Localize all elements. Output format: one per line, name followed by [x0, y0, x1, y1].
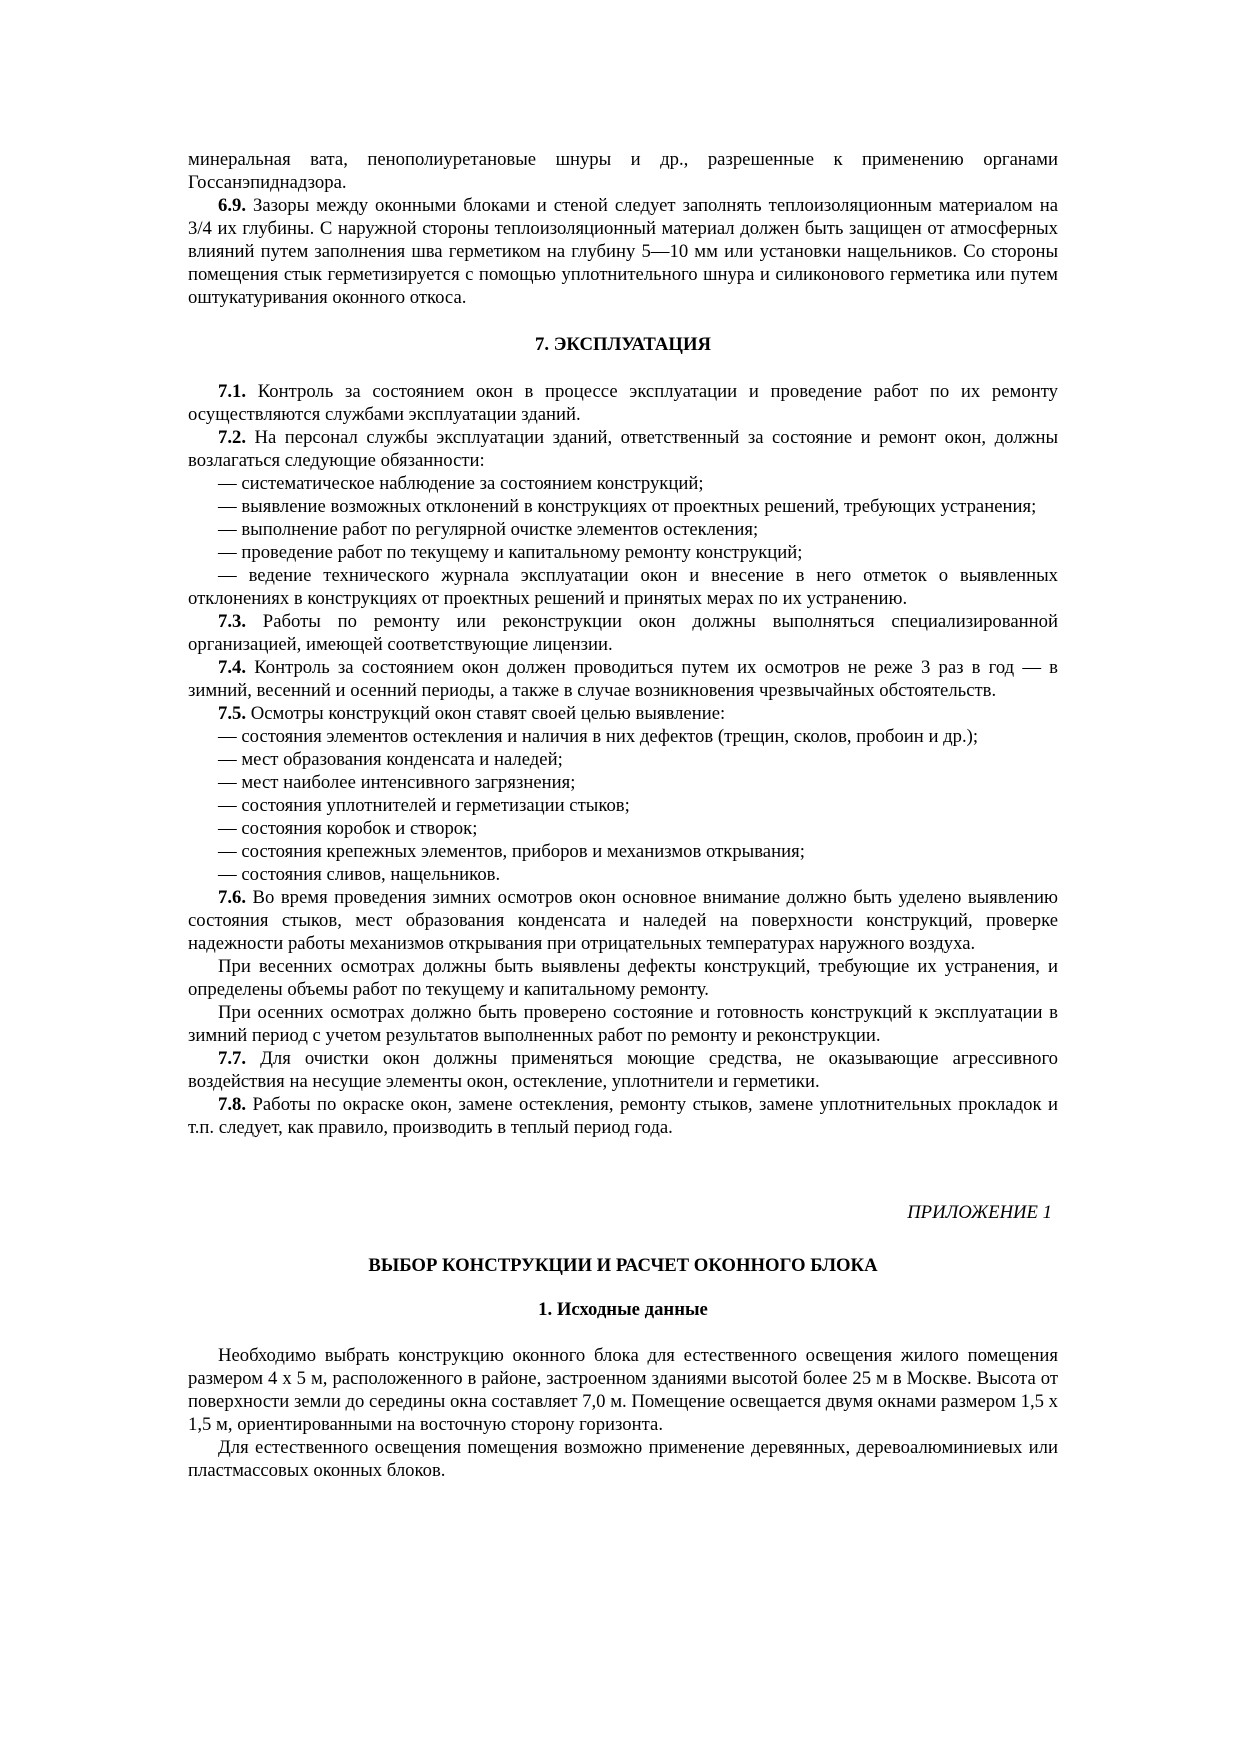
list-item-duty: — систематическое наблюдение за состоянием конструкций; [218, 473, 704, 494]
clause-number: 6.9. [218, 195, 247, 216]
clause-number: 7.5. [218, 703, 247, 724]
paragraph-autumn-inspection: При осенних осмотрах должно быть проверено состояние и готовность конструкций к эксплуатации в зимний период с учетом результатов выполненных работ по ремонту и реконструкции. [188, 1002, 1058, 1046]
clause-text: На персонал службы эксплуатации зданий, ответственный за состояние и ремонт окон, должны возлагаться следующие обязанности: [188, 427, 1058, 471]
clause-number: 7.6. [218, 887, 247, 908]
paragraph-7-3 [188, 610, 1058, 656]
clause-number: 7.3. [218, 611, 247, 632]
clause-number: 7.1. [218, 381, 247, 402]
list-item-inspection: — состояния крепежных элементов, приборов и механизмов открывания; [218, 841, 805, 862]
list-item-duty: — выполнение работ по регулярной очистке элементов остекления; [218, 519, 759, 540]
appendix-label: ПРИЛОЖЕНИЕ 1 [907, 1202, 1052, 1223]
clause-text: Осмотры конструкций окон ставят своей целью выявление: [246, 703, 726, 724]
paragraph-7-6 [188, 886, 1058, 955]
list-item-inspection: — состояния сливов, нащельников. [218, 864, 501, 885]
paragraph-6-9 [188, 194, 1058, 309]
list-item-inspection: — мест наиболее интенсивного загрязнения; [218, 772, 576, 793]
clause-text: Контроль за состоянием окон должен проводиться путем их осмотров не реже 3 раз в год — в зимний, весенний и осенний периоды, а также в случае возникновения чрезвычайных обстоятельств. [188, 657, 1058, 701]
list-item-inspection: — состояния уплотнителей и герметизации стыков; [218, 795, 630, 816]
clause-text: Зазоры между оконными блоками и стеной следует заполнять теплоизоляционным материалом на 3/4 их глубины. С наружной стороны теплоизоляционный материал должен быть защищен от атмосферных влияний путем заполнения шва герметиком на глубину 5—10 мм или установки нащельников. Со стороны помещения стык герметизируется с помощью уплотнительного шнура и силиконового герметика или путем оштукатуривания оконного откоса. [188, 195, 1058, 308]
list-item-duty: — проведение работ по текущему и капитальному ремонту конструкций; [218, 542, 803, 563]
paragraph-spring-inspection: При весенних осмотрах должны быть выявлены дефекты конструкций, требующие их устранения, и определены объемы работ по текущему и капитальному ремонту. [188, 956, 1058, 1000]
paragraph-window-types: Для естественного освещения помещения возможно применение деревянных, деревоалюминиевых или пластмассовых оконных блоков. [188, 1437, 1058, 1481]
clause-text: Работы по ремонту или реконструкции окон должны выполняться специализированной организацией, имеющей соответствующие лицензии. [188, 611, 1058, 655]
document-page [188, 148, 1058, 1482]
section-title-operation: 7. ЭКСПЛУАТАЦИЯ [535, 334, 711, 355]
list-item-inspection: — состояния элементов остекления и наличия в них дефектов (трещин, сколов, пробоин и др.); [218, 726, 979, 747]
paragraph-7-7 [188, 1047, 1058, 1093]
clause-number: 7.7. [218, 1048, 247, 1069]
paragraph-7-4 [188, 656, 1058, 702]
list-item-inspection: — состояния коробок и створок; [218, 818, 478, 839]
appendix-subtitle: 1. Исходные данные [538, 1299, 708, 1320]
clause-text: Контроль за состоянием окон в процессе эксплуатации и проведение работ по их ремонту осуществляются службами эксплуатации зданий. [188, 381, 1058, 425]
clause-number: 7.4. [218, 657, 247, 678]
list-item-duty: — выявление возможных отклонений в конструкциях от проектных решений, требующих устранения; [218, 496, 1037, 517]
paragraph-materials: минеральная вата, пенополиуретановые шнуры и др., разрешенные к применению органами Госсанэпиднадзора. [188, 149, 1058, 193]
clause-text: Во время проведения зимних осмотров окон основное внимание должно быть уделено выявлению состояния стыков, мест образования конденсата и наледей на поверхности конструкций, проверке надежности работы механизмов открывания при отрицательных температурах наружного воздуха. [188, 887, 1058, 954]
paragraph-7-1 [188, 380, 1058, 426]
paragraph-7-8 [188, 1093, 1058, 1139]
clause-number: 7.2. [218, 427, 247, 448]
clause-text: Для очистки окон должны применяться моющие средства, не оказывающие агрессивного воздействия на несущие элементы окон, остекление, уплотнители и герметики. [188, 1048, 1058, 1092]
appendix-title: ВЫБОР КОНСТРУКЦИИ И РАСЧЕТ ОКОННОГО БЛОКА [368, 1255, 878, 1276]
paragraph-7-2 [188, 426, 1058, 472]
paragraph-7-5 [188, 702, 1058, 725]
list-item-duty: — ведение технического журнала эксплуатации окон и внесение в него отметок о выявленных отклонениях в конструкциях от проектных решений и принятых мерах по их устранению. [188, 565, 1058, 609]
paragraph-initial-data: Необходимо выбрать конструкцию оконного блока для естественного освещения жилого помещения размером 4 x 5 м, расположенного в районе, застроенном зданиями высотой более 25 м в Москве. Высота от поверхности земли до середины окна составляет 7,0 м. Помещение освещается двумя окнами размером 1,5 x 1,5 м, ориентированными на восточную сторону горизонта. [188, 1345, 1058, 1435]
clause-number: 7.8. [218, 1094, 247, 1115]
list-item-inspection: — мест образования конденсата и наледей; [218, 749, 563, 770]
clause-text: Работы по окраске окон, замене остекления, ремонту стыков, замене уплотнительных прокладок и т.п. следует, как правило, производить в теплый период года. [188, 1094, 1058, 1138]
